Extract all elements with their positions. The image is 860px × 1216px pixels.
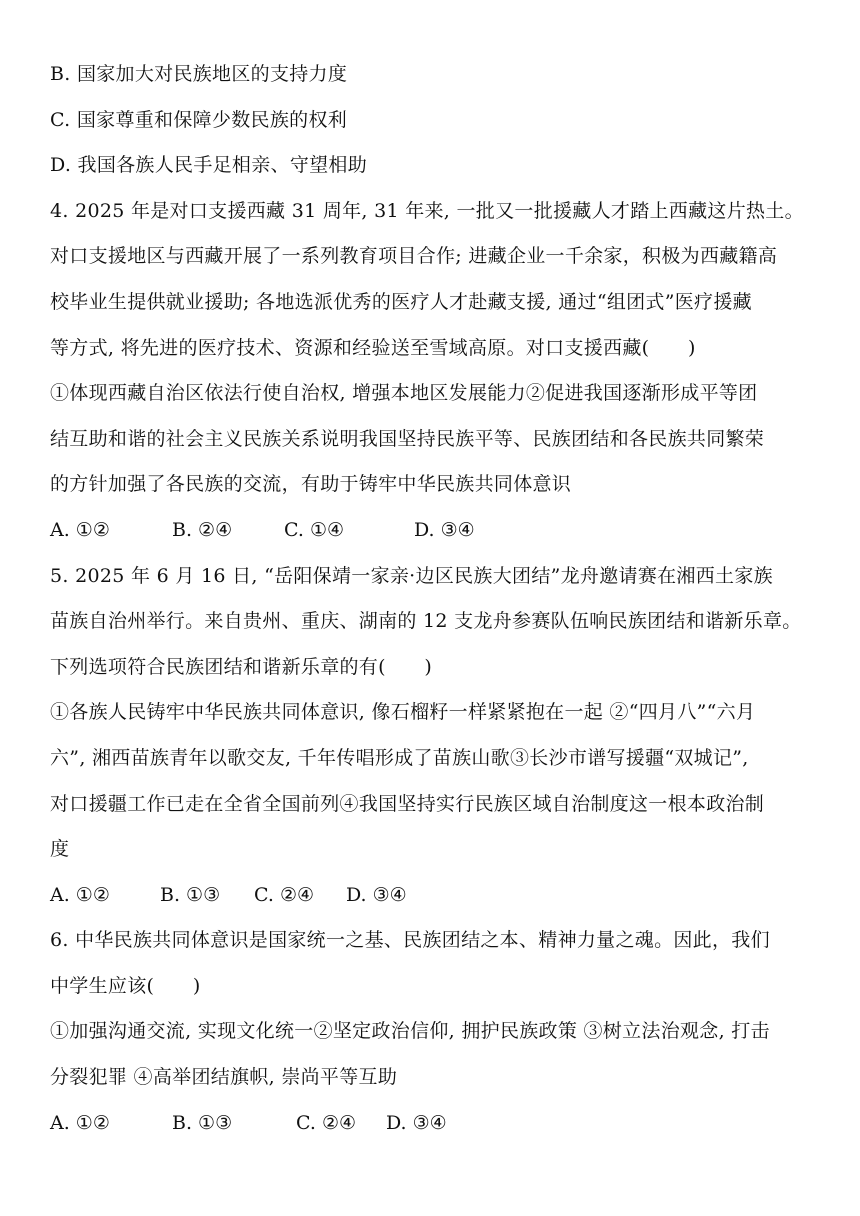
q5-option-b: B. ①③	[160, 883, 221, 906]
q4-option-a: A. ①②	[50, 518, 110, 541]
question-5-line-2: 苗族自治州举行。来自贵州、重庆、湖南的 12 支龙舟参赛队伍响民族团结和谐新乐章。	[50, 610, 802, 633]
q5-option-a: A. ①②	[50, 883, 110, 906]
question-5-statement-2: 六”, 湘西苗族青年以歌交友, 千年传唱形成了苗族山歌③长沙市谱写援疆“双城记”,	[50, 746, 749, 769]
option-b-q3: B. 国家加大对民族地区的支持力度	[50, 63, 348, 85]
question-5-statement-1: ①各族人民铸牢中华民族共同体意识, 像石榴籽一样紧紧抱在一起 ②“四月八”“六月	[50, 701, 756, 724]
question-4-line-2: 对口支援地区与西藏开展了一系列教育项目合作; 进藏企业一千余家，积极为西藏籍高	[50, 245, 778, 268]
question-6-line-1: 6. 中华民族共同体意识是国家统一之基、民族团结之本、精神力量之魂。因此，我们	[50, 929, 770, 952]
question-4-line-3: 校毕业生提供就业援助; 各地选派优秀的医疗人才赴藏支援, 通过“组团式”医疗援藏	[50, 290, 752, 313]
question-6-statement-1: ①加强沟通交流, 实现文化统一②坚定政治信仰, 拥护民族政策 ③树立法治观念, 打击	[50, 1020, 770, 1043]
question-4-statement-2: 结互助和谐的社会主义民族关系说明我国坚持民族平等、民族团结和各民族共同繁荣	[50, 427, 765, 450]
question-6-line-2: 中学生应该( )	[50, 974, 201, 997]
question-4-line-1: 4. 2025 年是对口支援西藏 31 周年, 31 年来, 一批又一批援藏人才踏上西藏这片热土。	[50, 199, 804, 222]
q5-option-c: C. ②④	[254, 883, 315, 906]
q4-option-c: C. ①④	[284, 518, 345, 541]
q6-option-d: D. ③④	[386, 1111, 447, 1134]
question-5-statement-4: 度	[50, 838, 70, 861]
option-c-q3: C. 国家尊重和保障少数民族的权利	[50, 108, 348, 131]
q6-option-c: C. ②④	[296, 1111, 357, 1134]
question-5-statement-3: 对口援疆工作已走在全省全国前列④我国坚持实行民族区域自治制度这一根本政治制	[50, 792, 765, 815]
question-6-options	[50, 1107, 820, 1140]
question-4-line-4: 等方式, 将先进的医疗技术、资源和经验送至雪域高原。对口支援西藏( )	[50, 336, 696, 359]
question-5-line-1: 5. 2025 年 6 月 16 日, “岳阳保靖一家亲·边区民族大团结”龙舟邀请赛在湘西土家族	[50, 564, 773, 587]
option-d-q3: D. 我国各族人民手足相亲、守望相助	[50, 154, 368, 177]
q4-option-b: B. ②④	[172, 518, 233, 541]
question-5-line-3: 下列选项符合民族团结和谐新乐章的有( )	[50, 655, 433, 678]
question-6-statement-2: 分裂犯罪 ④高举团结旗帜, 崇尚平等互助	[50, 1066, 398, 1089]
q5-option-d: D. ③④	[346, 883, 407, 906]
question-5-options	[50, 879, 820, 912]
question-4-statement-3: 的方针加强了各民族的交流，有助于铸牢中华民族共同体意识	[50, 473, 572, 496]
question-4-options	[50, 514, 820, 547]
q6-option-b: B. ①③	[172, 1111, 233, 1134]
question-4-statement-1: ①体现西藏自治区依法行使自治权, 增强本地区发展能力②促进我国逐渐形成平等团	[50, 382, 758, 405]
q6-option-a: A. ①②	[50, 1111, 110, 1134]
document-page	[50, 58, 820, 1140]
q4-option-d: D. ③④	[414, 518, 475, 541]
